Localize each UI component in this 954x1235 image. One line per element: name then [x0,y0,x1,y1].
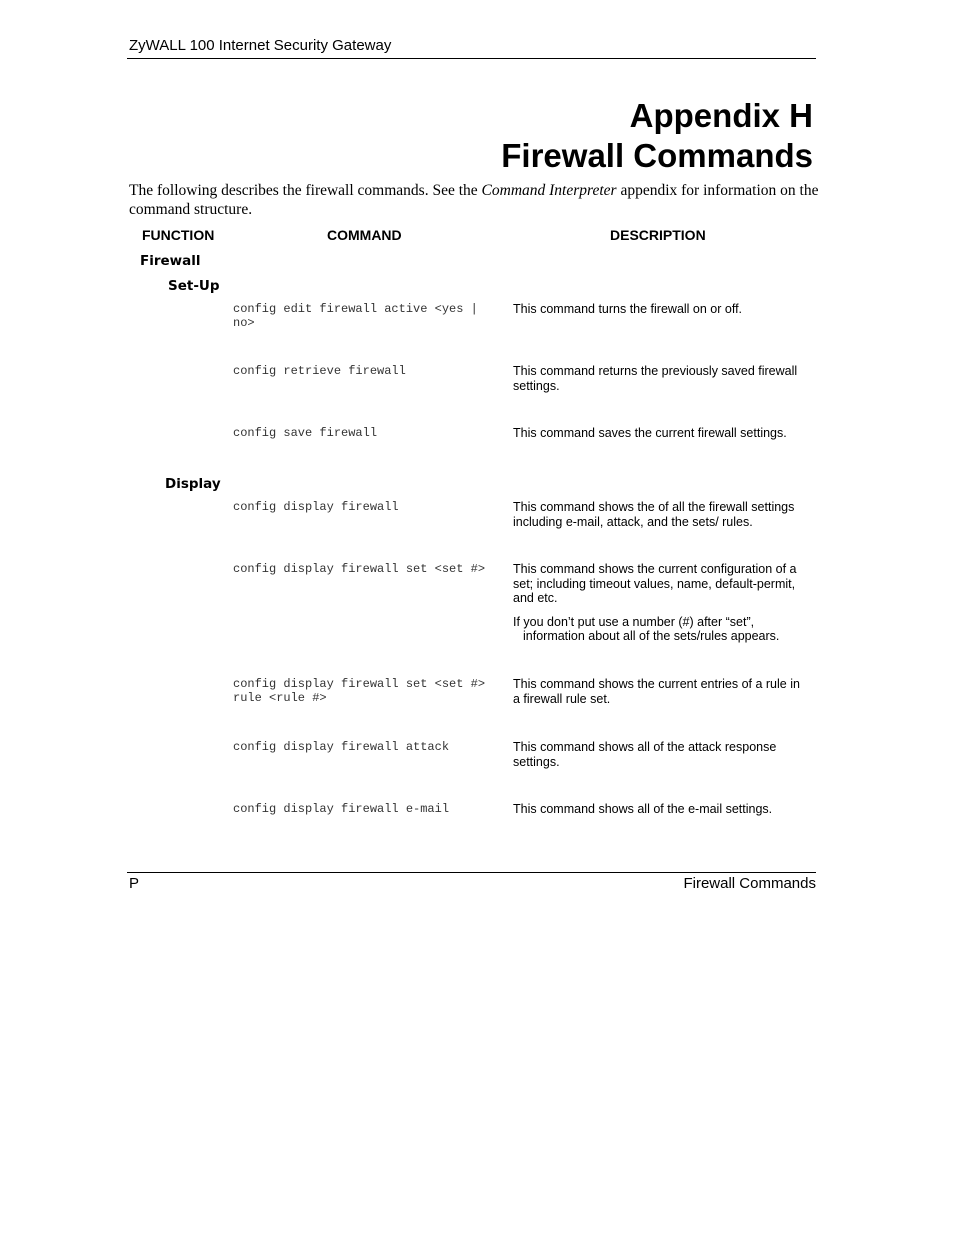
section-firewall: Firewall [140,253,201,269]
description-cell [513,500,805,529]
column-header-description: DESCRIPTION [610,227,706,243]
note-line-2: information about all of the sets/rules appears. [523,629,780,643]
description-cell [513,364,805,393]
description-cell [513,302,805,317]
running-header: ZyWALL 100 Internet Security Gateway [129,37,392,54]
description-cell [513,677,805,706]
column-header-function: FUNCTION [142,227,215,243]
description-text: This command shows all of the e-mail settings. [513,802,773,816]
page-number: P [129,875,140,892]
description-text: This command shows the current entries of a rule in a firewall rule set. [513,677,800,706]
intro-text-end: appendix for information on the command structure. [129,182,819,218]
note-line-1: If you don’t put use a number (#) after “set”, [513,614,755,629]
group-setup: Set-Up [168,278,220,294]
command-cell: config display firewall set <set #> [233,562,486,576]
command-cell: config retrieve firewall [233,364,406,378]
command-cell: config display firewall set <set #> rule <rule #> [233,677,493,705]
page-title: Firewall Commands [501,137,813,174]
footer-rule [127,872,816,873]
description-cell [513,562,805,644]
description-text: This command shows the of all the firewall settings including e-mail, attack, and the sets/ rules. [513,500,795,529]
description-cell [513,802,805,817]
command-cell: config save firewall [233,426,378,440]
command-cell: config display firewall attack [233,740,450,754]
group-display: Display [165,476,221,492]
description-cell [513,426,805,441]
footer-chapter: Firewall Commands [683,875,816,892]
description-text: This command saves the current firewall settings. [513,426,787,440]
intro-paragraph [129,181,819,219]
description-text: This command turns the firewall on or off. [513,302,743,316]
description-text: This command shows all of the attack response settings. [513,740,777,769]
command-cell: config edit firewall active <yes | no> [233,302,486,330]
header-rule [127,58,816,59]
appendix-label: Appendix H [629,97,813,134]
command-cell: config display firewall e-mail [233,802,450,816]
description-text: This command returns the previously saved firewall settings. [513,364,798,393]
command-cell: config display firewall [233,500,399,514]
intro-reference: Command Interpreter [481,182,617,199]
intro-text-start: The following describes the firewall commands. See the [129,182,482,199]
description-note [513,615,805,644]
description-text: This command shows the current configuration of a set; including timeout values, name, default-permit, and etc. [513,562,797,605]
column-header-command: COMMAND [327,227,402,243]
description-cell [513,740,805,769]
